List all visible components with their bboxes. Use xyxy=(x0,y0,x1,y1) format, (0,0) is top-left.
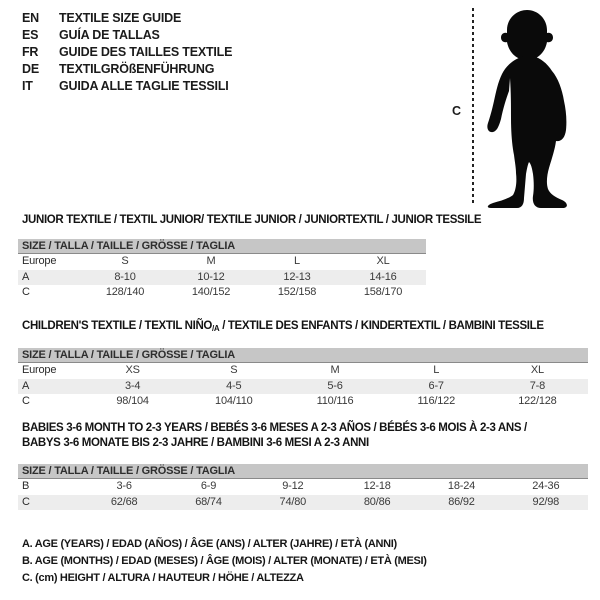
row-label-cell: B xyxy=(22,480,30,492)
value-cell: 14-16 xyxy=(369,270,397,283)
value-cell: S xyxy=(121,255,129,267)
value-cell: L xyxy=(294,255,300,267)
value-cell: 5-6 xyxy=(327,379,343,392)
footnote-line: B. AGE (MONTHS) / EDAD (MESES) / ÂGE (MOIS) / ALTER (MONATE) / ETÀ (MESI) xyxy=(22,555,427,567)
value-cell: 6-9 xyxy=(200,480,217,492)
language-code: EN xyxy=(22,11,39,25)
table-size-header: SIZE / TALLA / TAILLE / GRÖSSE / TAGLIA xyxy=(18,464,588,479)
section-childrens-textile xyxy=(18,319,588,410)
row-label-cell: C xyxy=(22,286,30,298)
value-cell: 104/110 xyxy=(215,395,253,407)
language-title: TEXTILGRÖßENFÜHRUNG xyxy=(59,62,215,76)
value-cell: 10-12 xyxy=(197,270,225,283)
section-title-text: CHILDREN'S TEXTILE / TEXTIL NIÑO xyxy=(22,320,213,332)
language-row xyxy=(22,27,232,44)
language-code: ES xyxy=(22,28,39,42)
height-measure-label: C xyxy=(452,104,462,118)
value-cell: 140/152 xyxy=(191,286,231,298)
footnote-line: C. (cm) HEIGHT / ALTURA / HAUTEUR / HÖHE / ALTEZZA xyxy=(22,572,304,584)
row-label-cell: A xyxy=(22,270,30,283)
value-cell: M xyxy=(206,255,216,267)
language-title: GUÍA DE TALLAS xyxy=(59,28,160,42)
table-row xyxy=(18,254,426,270)
value-cell: 6-7 xyxy=(428,379,444,392)
value-cell: 18-24 xyxy=(447,480,476,492)
children-size-table xyxy=(18,348,588,410)
footnote-line: A. AGE (YEARS) / EDAD (AÑOS) / ÂGE (ANS) / ALTER (JAHRE) / ETÀ (ANNI) xyxy=(22,538,397,550)
value-cell: 62/68 xyxy=(110,495,138,508)
value-cell: 128/140 xyxy=(105,286,145,298)
value-cell: 4-5 xyxy=(226,379,242,392)
value-cell: 9-12 xyxy=(282,480,304,492)
table-size-header: SIZE / TALLA / TAILLE / GRÖSSE / TAGLIA xyxy=(18,239,426,254)
language-title: GUIDE DES TAILLES TEXTILE xyxy=(59,45,233,59)
language-code: DE xyxy=(22,62,39,76)
value-cell: M xyxy=(330,364,340,376)
row-label-cell: Europe xyxy=(22,364,57,376)
baby-silhouette xyxy=(479,8,575,208)
language-code: FR xyxy=(22,45,39,59)
section-junior-textile xyxy=(18,213,482,301)
language-row xyxy=(22,61,232,78)
section-title xyxy=(22,436,588,451)
value-cell: 116/122 xyxy=(417,395,455,407)
language-guide-list xyxy=(22,10,232,95)
row-label-cell: Europe xyxy=(22,255,57,267)
value-cell: 8-10 xyxy=(114,270,136,283)
section-title-text: / TEXTILE DES ENFANTS / KINDERTEXTIL / BAMBINI TESSILE xyxy=(219,320,544,332)
language-row xyxy=(22,10,232,27)
value-cell: 80/86 xyxy=(363,495,391,508)
row-label-cell: A xyxy=(22,379,30,392)
value-cell: 110/116 xyxy=(316,395,354,407)
babies-size-table xyxy=(18,464,588,510)
value-cell: 12-18 xyxy=(363,480,391,492)
section-title-text: BABIES 3-6 MONTH TO 2-3 YEARS / BEBÉS 3-6 MESES A 2-3 AÑOS / BÉBÉS 3-6 MOIS À 2-3 ANS / xyxy=(22,422,527,434)
table-row xyxy=(18,379,588,395)
value-cell: 152/158 xyxy=(277,286,317,298)
language-code: IT xyxy=(22,79,33,93)
measure-key-footnotes xyxy=(22,536,427,587)
value-cell: 3-6 xyxy=(116,480,132,492)
junior-size-table xyxy=(18,239,426,301)
language-title: TEXTILE SIZE GUIDE xyxy=(59,11,182,25)
table-row xyxy=(18,363,588,379)
section-babies-textile xyxy=(18,421,588,510)
table-size-header: SIZE / TALLA / TAILLE / GRÖSSE / TAGLIA xyxy=(18,348,588,363)
table-row xyxy=(18,285,426,301)
value-cell: 7-8 xyxy=(529,379,546,392)
value-cell: XL xyxy=(530,364,544,376)
value-cell: L xyxy=(433,364,440,376)
value-cell: 74/80 xyxy=(279,495,307,508)
row-label-cell: C xyxy=(22,495,30,508)
table-row xyxy=(18,495,588,511)
spacer xyxy=(18,451,588,464)
value-cell: 68/74 xyxy=(195,495,222,508)
value-cell: 98/104 xyxy=(116,395,149,407)
value-cell: 92/98 xyxy=(532,495,560,508)
value-cell: 158/170 xyxy=(363,286,403,298)
value-cell: 86/92 xyxy=(448,495,475,508)
section-title-text: JUNIOR TEXTILE / TEXTIL JUNIOR/ TEXTILE JUNIOR / JUNIORTEXTIL / JUNIOR TESSILE xyxy=(22,214,482,226)
language-title: GUIDA ALLE TAGLIE TESSILI xyxy=(59,79,229,93)
value-cell: 122/128 xyxy=(518,395,557,407)
value-cell: XS xyxy=(125,364,140,376)
section-title xyxy=(22,213,482,227)
row-label-cell: C xyxy=(22,395,30,407)
value-cell: XL xyxy=(376,255,390,267)
value-cell: 3-4 xyxy=(124,379,141,392)
table-row xyxy=(18,479,588,495)
value-cell: 12-13 xyxy=(283,270,311,283)
table-row xyxy=(18,394,588,410)
section-title xyxy=(22,319,588,336)
table-row xyxy=(18,270,426,286)
value-cell: 24-36 xyxy=(532,480,560,492)
section-title xyxy=(22,421,588,436)
value-cell: S xyxy=(230,364,238,376)
section-title-subscript: /A xyxy=(212,324,220,333)
height-measure-dashed-line xyxy=(472,8,474,206)
language-row xyxy=(22,78,232,95)
language-row xyxy=(22,44,232,61)
section-title-text: BABYS 3-6 MONATE BIS 2-3 JAHRE / BAMBINI 3-6 MESI A 2-3 ANNI xyxy=(22,437,369,449)
